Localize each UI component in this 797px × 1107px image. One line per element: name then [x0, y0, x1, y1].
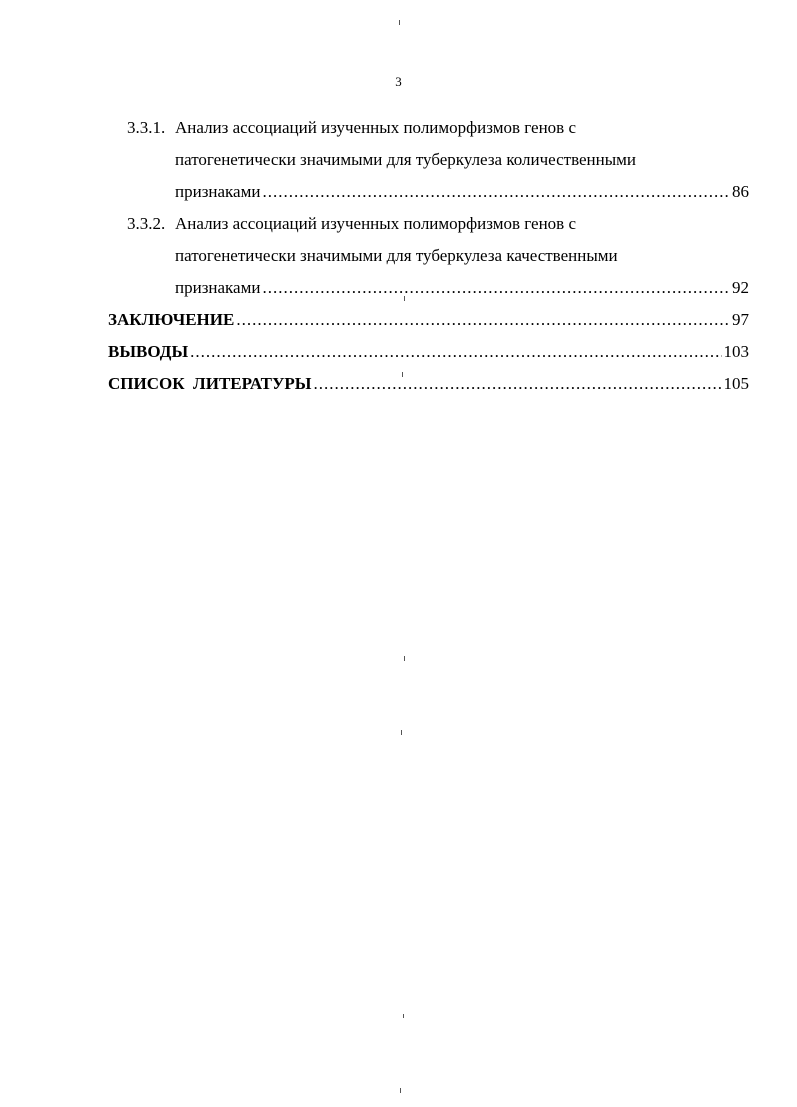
toc-entry-page: 103 — [723, 342, 749, 361]
toc-entry-title-line-2: патогенетически значимыми для туберкулеза качественными — [175, 246, 618, 265]
toc-entry-conclusion[interactable] — [0, 309, 797, 335]
leader-dots — [262, 181, 730, 203]
toc-entry-references[interactable] — [0, 373, 797, 399]
leader-dots — [236, 309, 730, 331]
toc-entry-number: 3.3.1. — [127, 118, 166, 137]
scan-speck — [404, 656, 405, 661]
toc-entry-title: СПИСОК ЛИТЕРАТУРЫ — [108, 374, 312, 393]
toc-entry-page: 86 — [732, 182, 749, 201]
toc-entry-title-line-1: Анализ ассоциаций изученных полиморфизмов генов с — [175, 214, 577, 233]
leader-dots — [190, 341, 721, 363]
toc-entry-title-line-1: Анализ ассоциаций изученных полиморфизмов генов с — [175, 118, 577, 137]
toc-entry-number: 3.3.2. — [127, 214, 166, 233]
toc-entry-findings[interactable] — [0, 341, 797, 367]
leader-dots — [262, 277, 730, 299]
toc-entry-title-line-3: признаками — [175, 278, 261, 297]
toc-entry-title-line-3: признаками — [175, 182, 261, 201]
toc-entry-leader-line — [108, 341, 749, 363]
toc-entry-title: ВЫВОДЫ — [108, 342, 189, 361]
toc-entry-leader-line — [175, 181, 749, 203]
scan-speck — [402, 372, 403, 377]
toc-entry-leader-line — [175, 277, 749, 299]
scan-speck — [404, 296, 405, 301]
toc-entry-page: 105 — [723, 374, 749, 393]
leader-dots — [314, 373, 722, 395]
scan-speck — [400, 1088, 401, 1093]
toc-entry-3-3-2[interactable] — [0, 213, 797, 303]
scan-speck — [399, 20, 400, 25]
scan-speck — [401, 730, 402, 735]
toc-entry-leader-line — [108, 309, 749, 331]
page-number: 3 — [395, 74, 402, 89]
toc-entry-title: ЗАКЛЮЧЕНИЕ — [108, 310, 235, 329]
toc-entry-leader-line — [108, 373, 749, 395]
toc-entry-title-line-2: патогенетически значимыми для туберкулеза количественными — [175, 150, 637, 169]
scan-speck — [403, 1014, 404, 1018]
toc-entry-page: 97 — [732, 310, 749, 329]
toc-entry-3-3-1[interactable] — [0, 117, 797, 207]
toc-entry-page: 92 — [732, 278, 749, 297]
